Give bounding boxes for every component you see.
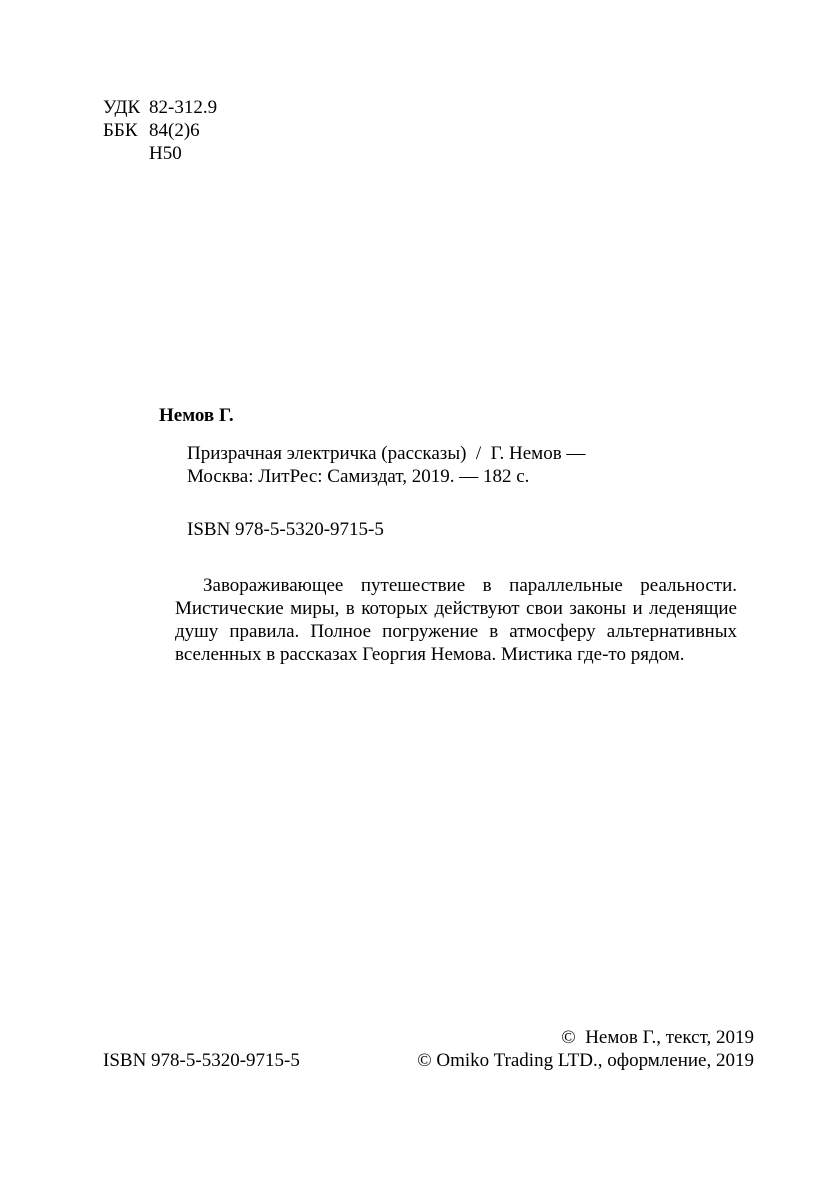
isbn-main: ISBN 978-5-5320-9715-5 <box>187 519 384 540</box>
bbk-label: ББК <box>103 120 138 141</box>
udk-label: УДК <box>103 97 141 118</box>
isbn-footer: ISBN 978-5-5320-9715-5 <box>103 1050 300 1071</box>
classification-block <box>103 96 217 165</box>
udk-row <box>103 96 217 119</box>
author-mark: Н50 <box>149 143 182 164</box>
author-heading: Немов Г. <box>159 405 234 426</box>
copyright-block <box>417 1026 754 1072</box>
annotation-text: Завораживающее путешествие в параллельные реальности. Мистические миры, в которых действуют свои законы и леденящие душу правила. Полное погружение в атмосферу альтернативных вселенных в рассказах Георгия Немова. Мистика где-то рядом. <box>175 575 737 665</box>
udk-value: 82-312.9 <box>149 97 218 118</box>
copyright-design-line: © Omiko Trading LTD., оформление, 2019 <box>417 1050 754 1071</box>
bibliographic-description <box>187 442 585 488</box>
copyright-text-line: © Немов Г., текст, 2019 <box>561 1027 754 1048</box>
bbk-value: 84(2)6 <box>149 120 200 141</box>
author-mark-row <box>103 142 217 165</box>
bibliographic-line-title: Призрачная электричка (рассказы) / Г. Немов — <box>187 443 586 464</box>
bbk-row <box>103 119 217 142</box>
bibliographic-line-publisher: Москва: ЛитРес: Самиздат, 2019. — 182 с. <box>187 466 530 487</box>
